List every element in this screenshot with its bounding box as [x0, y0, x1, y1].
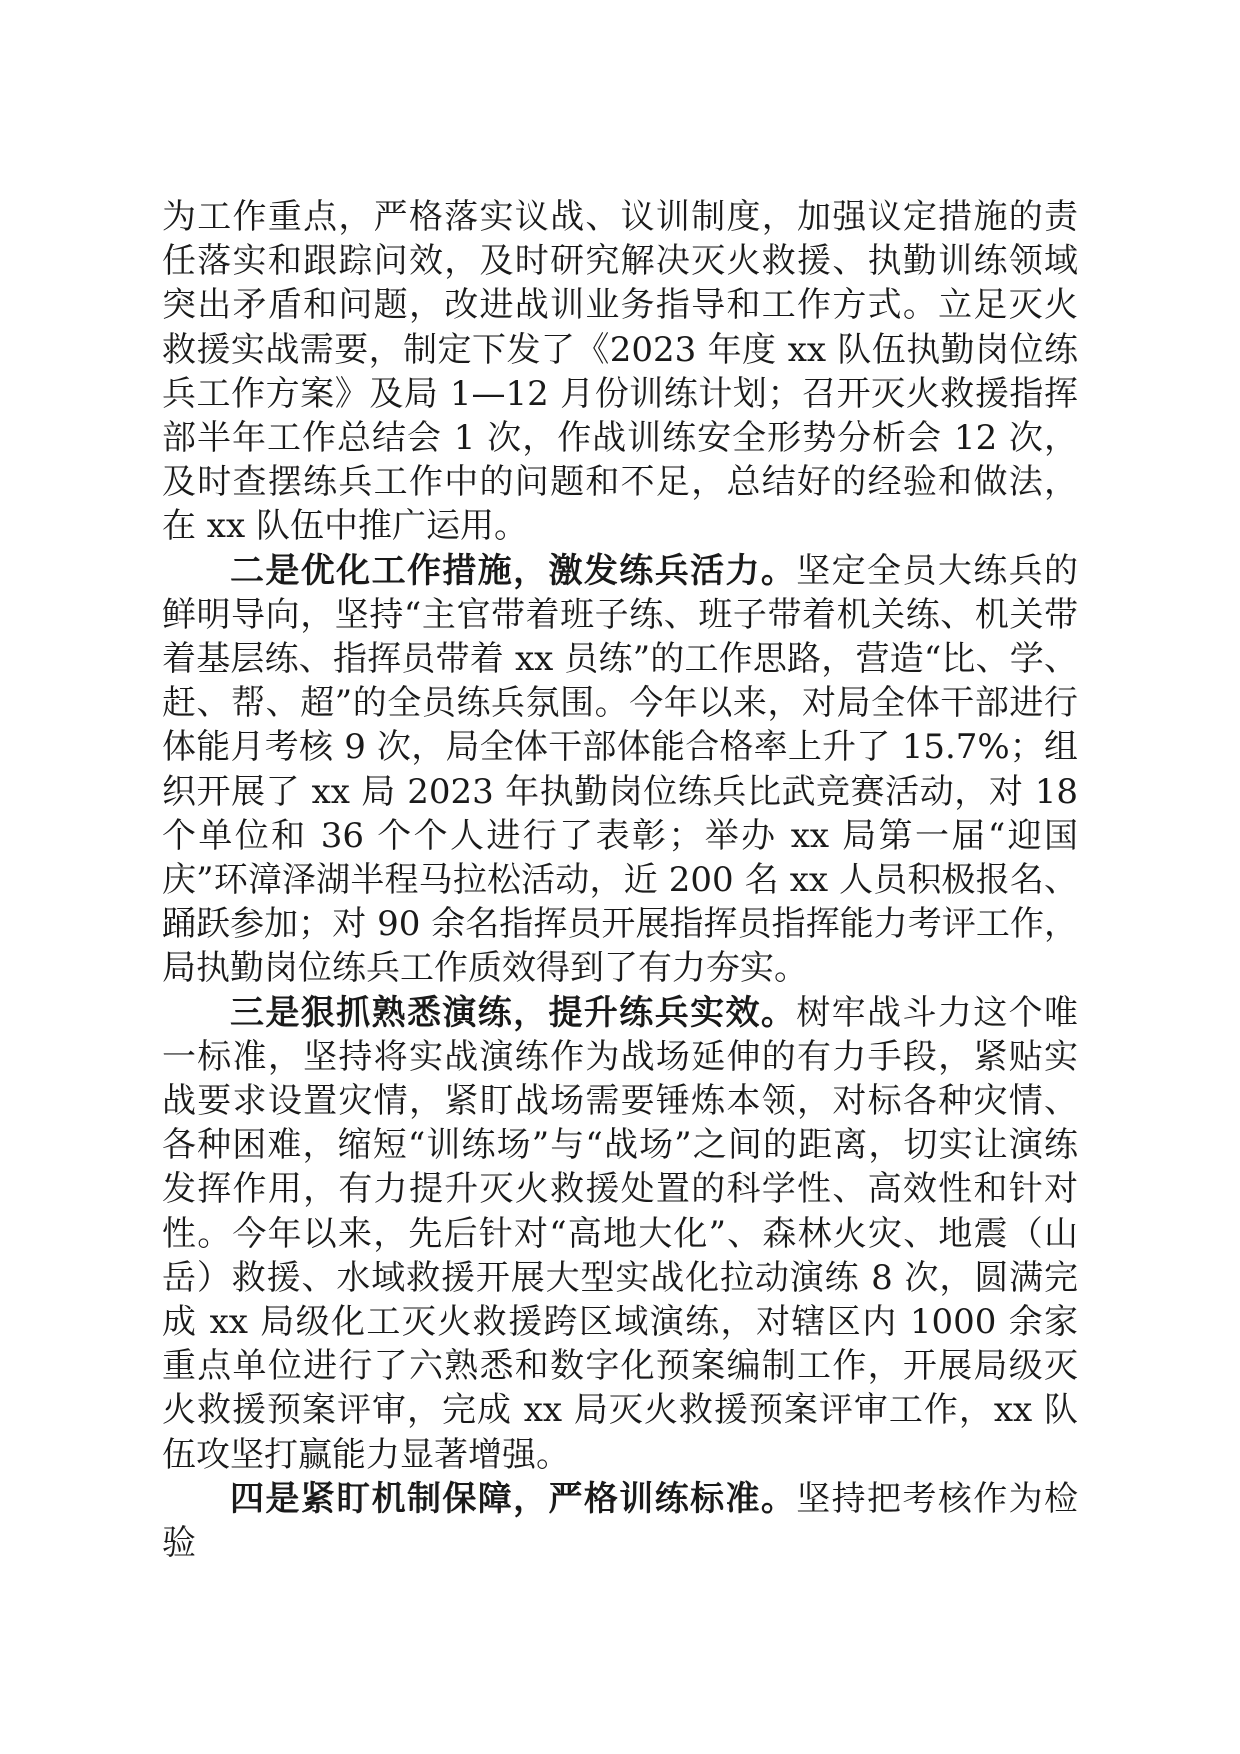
paragraph-1	[162, 195, 1078, 549]
paragraph-2-lead: 二是优化工作措施，激发练兵活力。	[230, 550, 797, 591]
paragraph-4-text: 坚持把考核作为检验	[162, 1478, 1079, 1564]
paragraph-2-text: 坚定全员大练兵的鲜明导向，坚持“主官带着班子练、班子带着机关练、机关带着基层练、指挥员带着 xx 员练”的工作思路，营造“比、学、赶、帮、超”的全员练兵氛围。今年以来，对局全体干部进行体能月考核 9 次，局全体干部体能合格率上升了 15.7%；组织开展了 xx 局 2023 年执勤岗位练兵比武竞赛活动，对 18 个单位和 36 个个人进行了表彰；举办 xx 局第一届“迎国庆”环漳泽湖半程马拉松活动，近 200 名 xx 人员积极报名、踊跃参加；对 90 余名指挥员开展指挥员指挥能力考评工作，局执勤岗位练兵工作质效得到了有力夯实。	[162, 550, 1079, 989]
paragraph-3-text: 树牢战斗力这个唯一标准，坚持将实战演练作为战场延伸的有力手段，紧贴实战要求设置灾情，紧盯战场需要锤炼本领，对标各种灾情、各种困难，缩短“训练场”与“战场”之间的距离，切实让演练发挥作用，有力提升灭火救援处置的科学性、高效性和针对性。今年以来，先后针对“高地大化”、森林火灾、地震（山岳）救援、水域救援开展大型实战化拉动演练 8 次，圆满完成 xx 局级化工灭火救援跨区域演练，对辖区内 1000 余家重点单位进行了六熟悉和数字化预案编制工作，开展局级灭火救援预案评审，完成 xx 局灭火救援预案评审工作，xx 队伍攻坚打赢能力显著增强。	[162, 992, 1079, 1475]
paragraph-3-lead: 三是狠抓熟悉演练，提升练兵实效。	[230, 992, 797, 1033]
paragraph-3	[162, 991, 1078, 1477]
paragraph-4	[162, 1477, 1078, 1565]
paragraph-1-text: 为工作重点，严格落实议战、议训制度，加强议定措施的责任落实和跟踪问效，及时研究解决灭火救援、执勤训练领域突出矛盾和问题，改进战训业务指导和工作方式。立足灭火救援实战需要，制定下发了《2023 年度 xx 队伍执勤岗位练兵工作方案》及局 1—12 月份训练计划；召开灭火救援指挥部半年工作总结会 1 次，作战训练安全形势分析会 12 次，及时查摆练兵工作中的问题和不足，总结好的经验和做法，在 xx 队伍中推广运用。	[162, 197, 1078, 547]
document-body	[162, 195, 1078, 1565]
paragraph-2	[162, 549, 1078, 991]
paragraph-4-lead: 四是紧盯机制保障，严格训练标准。	[230, 1478, 797, 1519]
